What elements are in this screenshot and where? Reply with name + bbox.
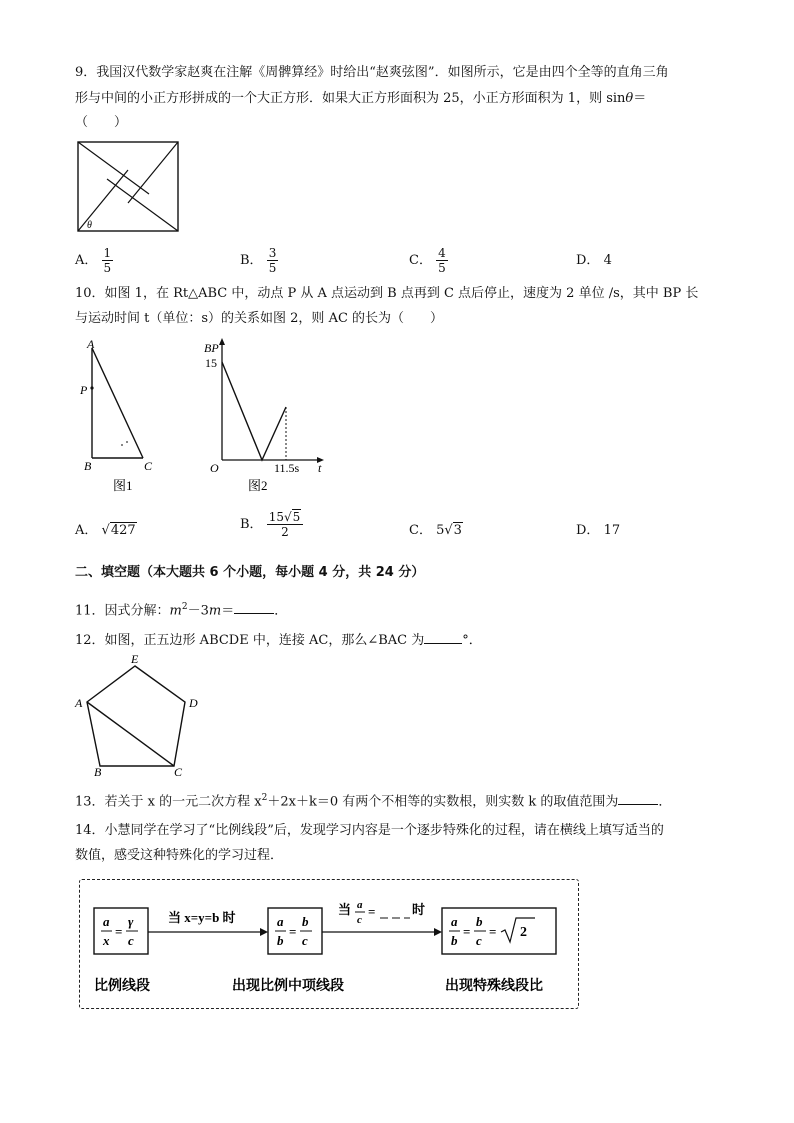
box1-gamma: γ — [128, 914, 134, 929]
box2-b2: b — [302, 914, 309, 929]
q10-option-b[interactable] — [240, 510, 303, 539]
box3-a: a — [451, 914, 458, 929]
fraction: $\frac{15√5}{2}$ — [267, 510, 304, 539]
arrow2-post: 时 — [412, 902, 426, 917]
box3-c: c — [476, 933, 482, 948]
sqrt-sign — [501, 918, 535, 942]
q9-line2-text: 形与中间的小正方形拼成的一个大正方形．如果大正方形面积为 25，小正方形面积为 1，则 sin — [75, 91, 626, 106]
arrow2-a: a — [357, 899, 363, 911]
dot-mark — [121, 444, 123, 446]
bp-graph — [222, 362, 286, 460]
q10-option-d[interactable] — [576, 522, 620, 540]
label-b: B — [84, 459, 92, 473]
box2-b: b — [277, 933, 284, 948]
arrow2-pre: 当 — [338, 902, 352, 917]
label-b: B — [94, 765, 102, 777]
x-label: t — [318, 461, 322, 475]
zhao-shuang-figure — [74, 138, 184, 236]
side-ac — [92, 348, 143, 458]
q9-eq: ＝ — [633, 91, 647, 106]
q13-line: 13．若关于 x 的一元二次方程 $x^2+2x+k=0$ 有两个不相等的实数根，则实数 k 的取值范围为 ． — [75, 793, 672, 810]
label-e: E — [131, 652, 139, 666]
fraction: $\frac{1}{5}$ — [103, 246, 112, 275]
inner-line-2 — [128, 142, 178, 203]
box1-eq: = — [115, 924, 123, 939]
box3-b: b — [451, 933, 458, 948]
answer-blank[interactable] — [234, 613, 274, 614]
option-letter: A． — [75, 253, 98, 268]
box1-x: x — [103, 933, 110, 948]
inner-line-3 — [107, 179, 178, 231]
q14-line2: 数值，感受这种特殊化的学习过程． — [75, 848, 284, 863]
diagonal-ac — [87, 702, 174, 766]
fig-theta-label: θ — [87, 220, 92, 231]
box3-eq: = — [463, 924, 471, 939]
arrow2-c: c — [357, 914, 362, 926]
label-a: A — [87, 337, 95, 351]
caption-1: 比例线段 — [94, 979, 150, 994]
q14-line1: 14．小慧同学在学习了“比例线段”后，发现学习内容是一个逐步特殊化的过程，请在横线上填写适当的 — [75, 823, 664, 838]
fraction: $\frac{4}{5}$ — [438, 246, 446, 275]
q9-option-a[interactable] — [75, 246, 113, 275]
q10-option-a[interactable] — [75, 522, 137, 540]
q9-option-d[interactable] — [576, 252, 612, 270]
option-letter: D． — [576, 523, 600, 538]
option-letter: C． — [409, 523, 432, 538]
label-d: D — [189, 696, 198, 710]
point-p — [90, 386, 93, 389]
q11-line: 11．因式分解：$m^2-3m=$ ． — [75, 602, 288, 619]
q9-option-b[interactable] — [240, 246, 278, 275]
box2-eq: = — [289, 924, 297, 939]
arrow1-label: 当 x=y=b 时 — [168, 910, 236, 925]
q14-diagram — [79, 879, 579, 1009]
box3-eq2: = — [489, 924, 497, 939]
pentagon-abcde — [87, 666, 185, 766]
q10-figure-1 — [75, 336, 170, 496]
q9-option-c[interactable] — [409, 246, 448, 275]
box2-c: c — [302, 933, 308, 948]
box3-rad: 2 — [520, 925, 527, 940]
section-heading: 二、填空题（本大题共 6 个小题，每小题 4 分，共 24 分） — [75, 565, 425, 580]
fig1-caption: 图1 — [113, 478, 133, 493]
label-c: C — [144, 459, 153, 473]
label-c: C — [174, 765, 183, 777]
pentagon-figure — [72, 652, 212, 777]
q9-line1: 9．我国汉代数学家赵爽在注解《周髀算经》时给出“赵爽弦图”．如图所示，它是由四个全等的直角三角 — [75, 65, 669, 80]
option-text: 17 — [603, 523, 621, 538]
dot-mark — [126, 441, 128, 443]
caption-2: 出现比例中项线段 — [232, 979, 344, 994]
arrow-2-head — [434, 928, 442, 936]
caption-3: 出现特殊线段比 — [445, 979, 543, 994]
q10-line1: 10．如图 1，在 Rt△ABC 中，动点 P 从 A 点运动到 B 点再到 C 点后停止，速度为 2 单位 /s，其中 BP 长 — [75, 286, 699, 301]
sqrt-expression: √427 — [101, 523, 136, 538]
y-label: BP — [204, 341, 219, 355]
y-axis-arrow — [219, 338, 225, 345]
q10-line2: 与运动时间 t（单位：s）的关系如图 2，则 AC 的长为（ ） — [75, 311, 444, 326]
fig2-caption: 图2 — [248, 478, 268, 493]
label-a: A — [75, 696, 83, 710]
origin-label: O — [210, 461, 219, 475]
box2-a: a — [277, 914, 284, 929]
q9-line2 — [75, 90, 646, 108]
q10-option-c[interactable]: C． 5√3 — [409, 523, 462, 538]
answer-blank[interactable] — [618, 804, 658, 805]
x-tick: 11.5s — [274, 461, 300, 475]
box1-c: c — [128, 933, 134, 948]
y-tick: 15 — [205, 356, 217, 370]
option-letter: C． — [409, 253, 432, 268]
option-letter: D． — [576, 253, 600, 268]
box1-a: a — [103, 914, 110, 929]
option-text: 4 — [603, 253, 612, 268]
answer-blank[interactable] — [424, 643, 462, 644]
q9-theta: θ — [625, 91, 634, 106]
arrow-1-head — [260, 928, 268, 936]
q9-answer-paren: （ ） — [75, 115, 128, 130]
option-letter: B． — [240, 517, 263, 532]
q14-diagram-svg — [80, 880, 578, 1008]
q10-figure-2 — [200, 336, 340, 496]
label-p: P — [80, 383, 88, 397]
outer-square — [78, 142, 178, 231]
box3-b2: b — [476, 914, 483, 929]
inner-line-4 — [78, 170, 128, 231]
option-letter: A． — [75, 523, 98, 538]
option-letter: B． — [240, 253, 263, 268]
inner-line-1 — [78, 142, 149, 194]
q12-line: 12．如图，正五边形 ABCDE 中，连接 AC，那么∠BAC 为 °． — [75, 633, 482, 648]
arrow2-eq: = — [368, 904, 376, 919]
fraction: $\frac{3}{5}$ — [268, 246, 277, 275]
